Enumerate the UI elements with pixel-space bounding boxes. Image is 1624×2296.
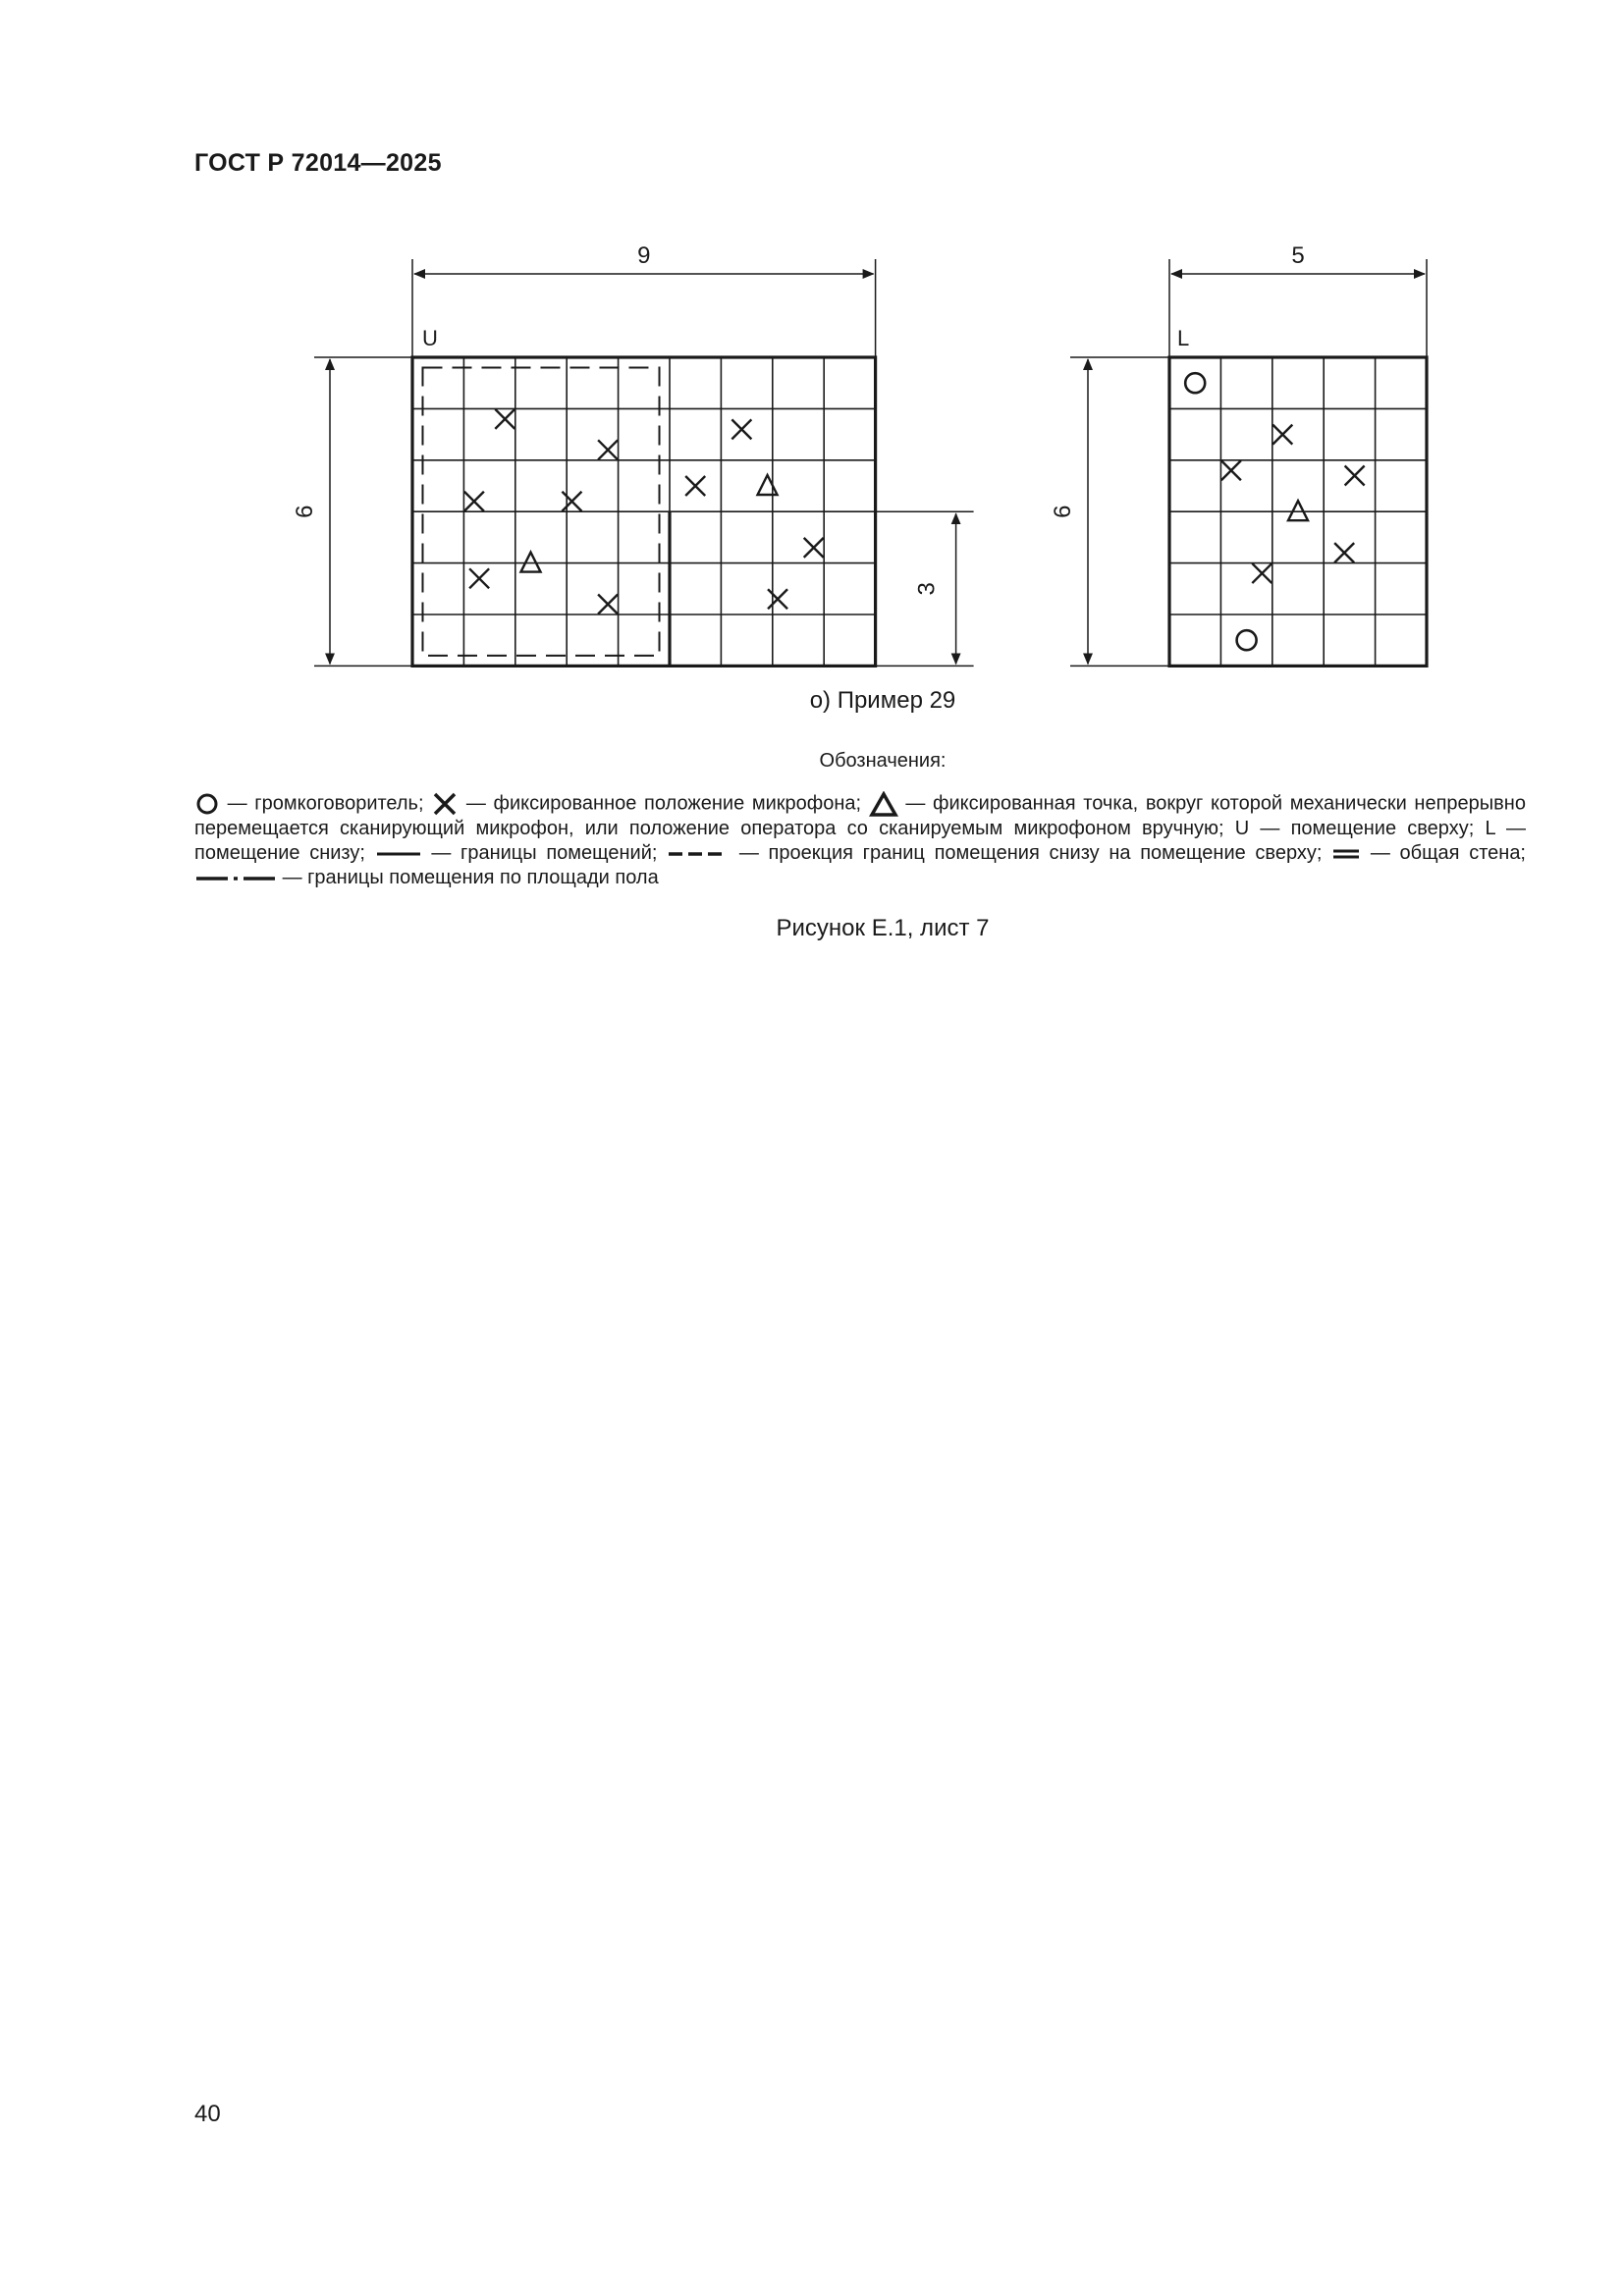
legend-projection: — проекция границ помещения снизу на помещение сверху; xyxy=(738,842,1323,864)
document-id: ГОСТ Р 72014—2025 xyxy=(194,149,442,177)
microphone-icon xyxy=(431,792,459,816)
speaker-icon xyxy=(194,792,220,816)
dashed-line-icon xyxy=(667,847,730,861)
legend-title: Обозначения: xyxy=(819,750,947,772)
microphone-marker xyxy=(1252,563,1272,583)
legend xyxy=(194,791,1526,890)
microphone-marker xyxy=(598,440,618,459)
legend-lower-room: L — помещение снизу; xyxy=(194,818,1527,864)
microphone-marker xyxy=(598,595,618,614)
lower-room-grid xyxy=(1169,357,1427,666)
upper-width-label: 9 xyxy=(637,242,651,269)
microphone-marker xyxy=(731,419,751,439)
microphone-marker xyxy=(562,492,581,511)
microphone-marker xyxy=(495,409,514,429)
step-height-label: 3 xyxy=(913,582,941,596)
upper-room-grid xyxy=(412,357,876,666)
microphone-marker xyxy=(768,589,787,609)
speaker-marker xyxy=(1185,373,1205,393)
microphone-marker xyxy=(1345,466,1365,486)
microphone-marker xyxy=(464,492,484,511)
legend-upper-room: U — помещение сверху; xyxy=(1234,818,1475,839)
scan-point-marker xyxy=(1288,501,1308,520)
legend-floor-boundaries: — границы помещения по площади пола xyxy=(282,867,659,888)
upper-room xyxy=(412,326,876,666)
microphone-marker xyxy=(1334,543,1354,562)
lower-width-label: 5 xyxy=(1291,242,1305,269)
figure-caption: Рисунок Е.1, лист 7 xyxy=(776,915,990,941)
microphone-marker xyxy=(804,538,824,558)
dash-dot-line-icon xyxy=(194,872,277,885)
speaker-marker xyxy=(1237,630,1257,650)
legend-room-boundaries: — границы помещений; xyxy=(431,842,658,864)
page-number: 40 xyxy=(194,2101,221,2127)
microphone-marker xyxy=(469,568,489,588)
lower-room-label: L xyxy=(1177,326,1190,350)
double-line-icon xyxy=(1331,847,1361,861)
legend-scan-point: — фиксированная точка, вокруг которой механически непрерывно перемещается сканирующий микрофон, или положение оператора со сканируемым микрофоном вручную; xyxy=(194,792,1526,839)
scan-point-marker xyxy=(521,553,541,572)
dimension-lines xyxy=(314,259,1427,666)
legend-microphone: — фиксированное положение микрофона; xyxy=(465,792,862,815)
microphone-marker xyxy=(685,476,705,496)
microphone-marker xyxy=(1221,460,1241,480)
lower-room xyxy=(1169,326,1427,666)
solid-line-icon xyxy=(375,847,422,861)
legend-speaker: — громкоговоритель; xyxy=(227,792,424,815)
scan-point-marker xyxy=(758,475,778,495)
upper-height-label: 6 xyxy=(292,505,318,518)
measurement-layout-diagram xyxy=(0,0,1624,687)
upper-room-label: U xyxy=(422,326,438,350)
microphone-marker xyxy=(1272,425,1292,445)
sub-caption: о) Пример 29 xyxy=(809,687,956,714)
lower-height-label: 6 xyxy=(1050,505,1076,518)
triangle-icon xyxy=(869,791,898,817)
legend-common-wall: — общая стена; xyxy=(1370,842,1526,864)
